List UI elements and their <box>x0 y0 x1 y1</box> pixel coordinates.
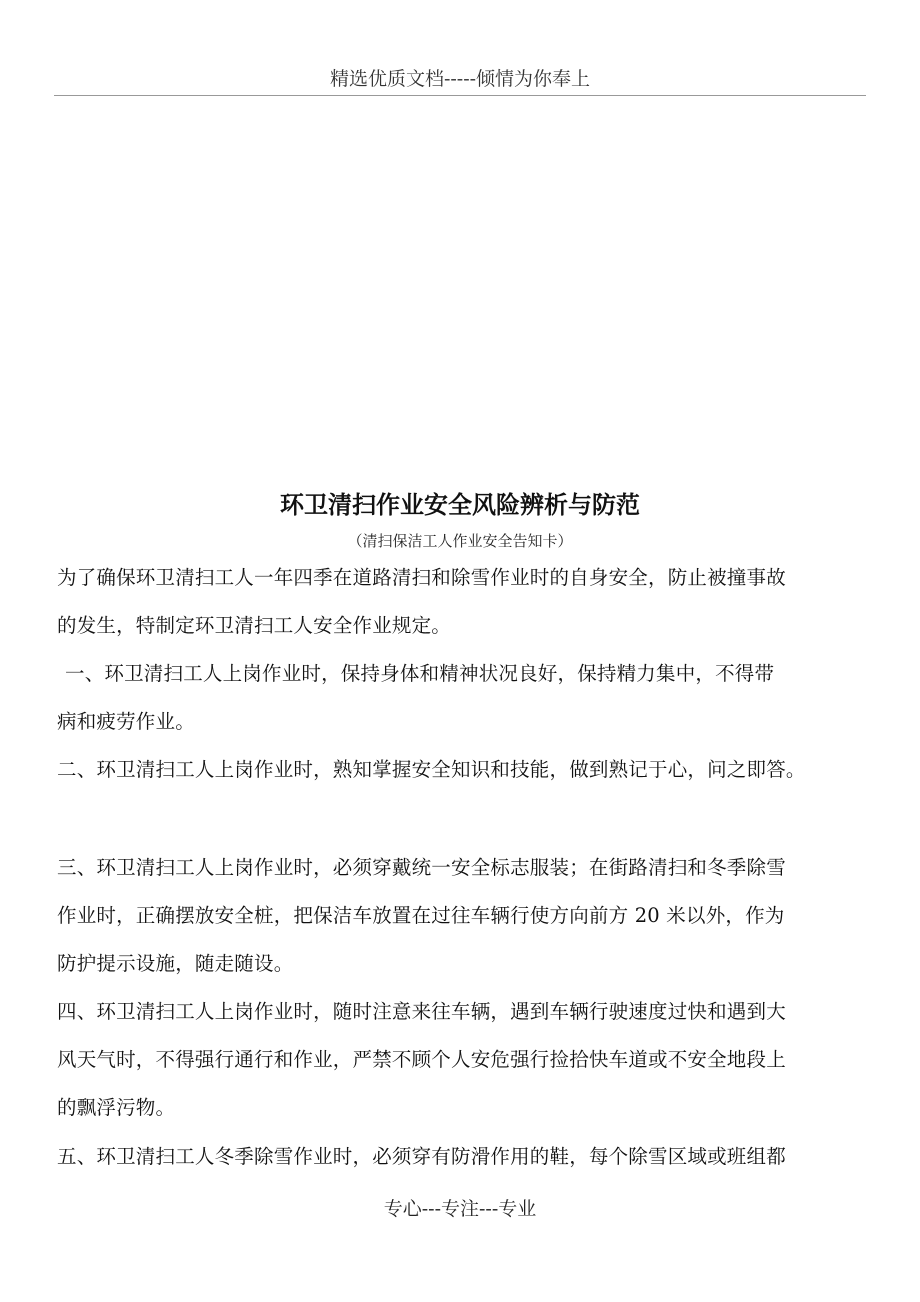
paragraph-line: 作业时，正确摆放安全桩，把保洁车放置在过往车辆行使方向前方 20 米以外，作为 <box>57 904 785 927</box>
paragraph-line: 病和疲劳作业。 <box>57 710 195 733</box>
rule-paragraph-2 <box>57 746 872 794</box>
paragraph-line: 五、环卫清扫工人冬季除雪作业时，必须穿有防滑作用的鞋，每个除雪区域或班组都 <box>57 1145 786 1168</box>
header-divider <box>54 95 866 96</box>
document-subtitle: （清扫保洁工人作业安全告知卡） <box>347 532 573 550</box>
rule-paragraph-5 <box>57 1133 872 1181</box>
paragraph-line: 为了确保环卫清扫工人一年四季在道路清扫和除雪作业时的自身安全，防止被撞事故 <box>57 566 786 589</box>
paragraph-line: 二、环卫清扫工人上岗作业时，熟知掌握安全知识和技能，做到熟记于心，问之即答。 <box>57 758 806 781</box>
paragraph-line: 的飘浮污物。 <box>57 1096 176 1119</box>
intro-paragraph <box>57 554 872 650</box>
rule-paragraph-4 <box>57 988 872 1132</box>
paragraph-line: 防护提示设施，随走随设。 <box>57 952 294 975</box>
rule-paragraph-1 <box>57 650 872 746</box>
rule-paragraph-3 <box>57 844 872 988</box>
page-footer: 专心---专注---专业 <box>383 1198 537 1220</box>
paragraph-line: 四、环卫清扫工人上岗作业时，随时注意来往车辆，遇到车辆行驶速度过快和遇到大 <box>57 1000 786 1023</box>
page-header: 精选优质文档-----倾情为你奉上 <box>329 68 591 90</box>
document-title: 环卫清扫作业安全风险辨析与防范 <box>280 491 640 519</box>
paragraph-line: 风天气时，不得强行通行和作业，严禁不顾个人安危强行捡拾快车道或不安全地段上 <box>57 1048 786 1071</box>
paragraph-line: 一、环卫清扫工人上岗作业时，保持身体和精神状况良好，保持精力集中，不得带 <box>65 662 775 685</box>
paragraph-line: 的发生，特制定环卫清扫工人安全作业规定。 <box>57 614 452 637</box>
paragraph-line: 三、环卫清扫工人上岗作业时，必须穿戴统一安全标志服装；在街路清扫和冬季除雪 <box>57 856 786 879</box>
